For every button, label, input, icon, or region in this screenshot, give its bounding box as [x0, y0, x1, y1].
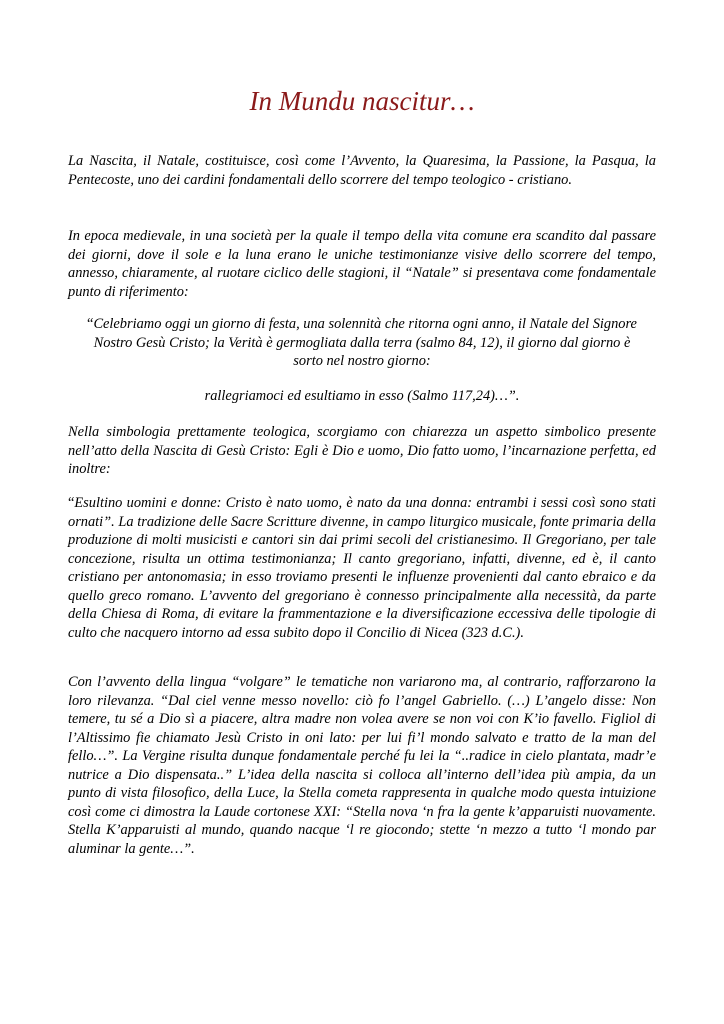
- paragraph-open-mark: “: [68, 495, 75, 511]
- paragraph-theological-symbolism: Nella simbologia prettamente teologica, scorgiamo con chiarezza un aspetto simbolico presente nell’atto della Nascita di Gesù Cristo: Egli è Dio e uomo, Dio fatto uomo, l’incarnazione perfetta, ed inoltre:: [68, 424, 656, 477]
- paragraph-intro: La Nascita, il Natale, costituisce, così come l’Avvento, la Quaresima, la Passione, la Pasqua, la Pentecoste, uno dei cardini fondamentali dello scorrere del tempo teologico - cristiano.: [68, 153, 656, 188]
- quote-celebration: [78, 315, 646, 371]
- paragraph-vernacular-language: Con l’avvento della lingua “volgare” le tematiche non variarono ma, al contrario, rafforzarono la loro rilevanza. “Dal ciel venne messo novello: ciò fo l’angel Gabriello. (…) L’angelo disse: Non temere, tu sé a Dio sì a piacere, altra madre non volea avere se non voi con K’io favello. Figliol di l’Altissimo fie chiamato Jesù Cristo in oni lato: per lui fi’l mondo salvato e tratto de la man del fello…”. La Vergine risulta dunque fondamentale perché fu lei la “..radice in cielo plantata, madr’e nutrice a Dio dispensata..” L’idea della nascita si colloca all’interno dell’idea più ampia, da un punto di vista filosofico, della Luce, la Stella cometa rappresenta in qualche modo questa intuizione così come ci dimostra la Laude cortonese XXI: “Stella nova ‘n fra la gente k’apparuisti nuovamente. Stella K’apparuisti al mundo, quando nacque ‘l re giocondo; stette ‘n mezzo a tutto ‘l mondo par aluminar la gente…”.: [68, 674, 656, 857]
- paragraph-gregorian-chant: [68, 494, 656, 642]
- page-title: In Mundu nascitur…: [249, 86, 475, 116]
- paragraph-gregorian-text: Esultino uomini e donne: Cristo è nato uomo, è nato da una donna: entrambi i sessi così sono stati ornati”. La tradizione delle Sacre Scritture divenne, in campo liturgico musicale, fonte primaria della produzione di molti musicisti e cantori sin dai primi secoli del cristianesimo. Il Gregoriano, per tale concezione, risulta un ottima testimonianza; Il canto gregoriano, infatti, divenne, ed è, il canto cristiano per antonomasia; in esso troviamo presenti le influenze provenienti dal canto ebraico e da quello greco romano. L’avvento del gregoriano è connesso principalmente alla necessità, da parte della Chiesa di Roma, di evitare la frammentazione e la diversificazione eccessiva delle tipologie di culto che nacquero intorno ad essa subito dopo il Concilio di Nicea (323 d.C.).: [68, 495, 656, 641]
- quote-rejoice: rallegriamoci ed esultiamo in esso (Salmo 117,24)…”.: [204, 388, 520, 404]
- quote-celebration-text: Celebriamo oggi un giorno di festa, una solennità che ritorna ogni anno, il Natale del Signore Nostro Gesù Cristo; la Verità è germogliata dalla terra (salmo 84, 12), il giorno dal giorno è sorto nel nostro giorno:: [93, 316, 637, 369]
- quote-open-mark: “: [87, 316, 94, 332]
- paragraph-medieval-epoch: In epoca medievale, in una società per la quale il tempo della vita comune era scandito dal passare dei giorni, dove il sole e la luna erano le uniche testimonianze visive dello scorrere del tempo, annesso, chiaramente, al ruotare ciclico delle stagioni, il “Natale” si presentava come fondamentale punto di riferimento:: [68, 228, 656, 300]
